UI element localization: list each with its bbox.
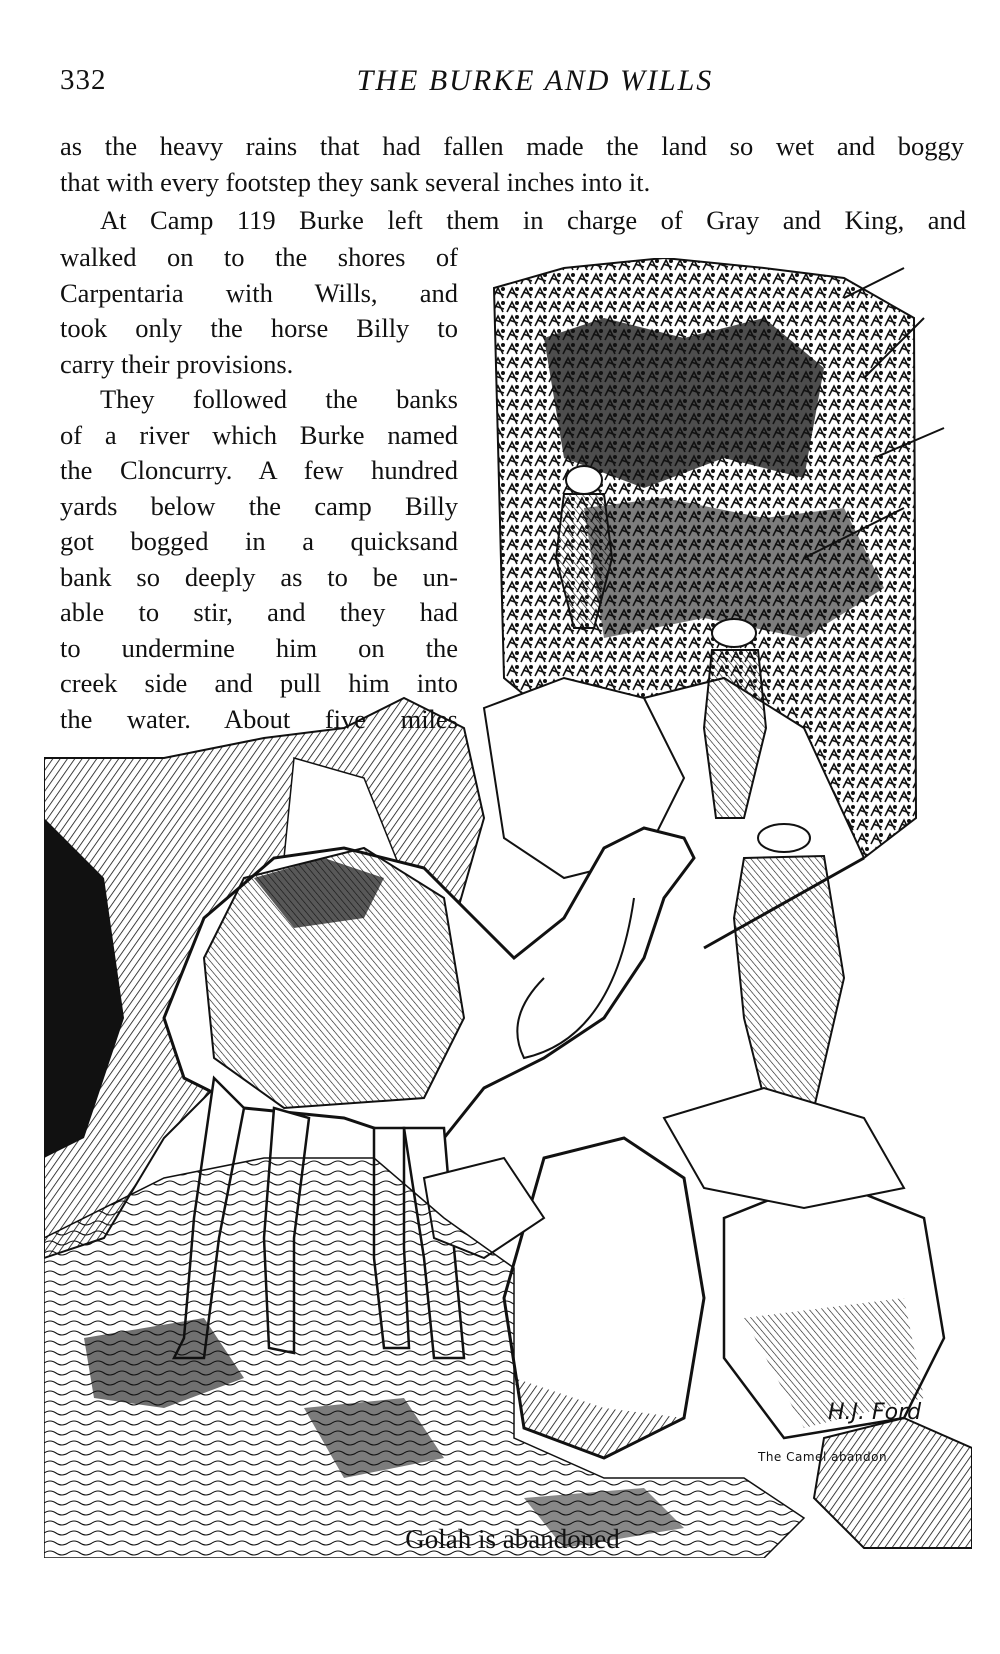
- column-line: bank so deeply as to be un-: [60, 561, 458, 592]
- body-line-3: At Camp 119 Burke left them in charge of Gray and King, and: [100, 205, 966, 235]
- column-line: carry their provisions.: [60, 348, 294, 379]
- body-line-2: that with every footstep they sank several inches into it.: [60, 167, 651, 197]
- column-line: walked on to the shores of: [60, 242, 458, 272]
- column-line: They followed the banks: [100, 384, 458, 414]
- column-line: to undermine him on the: [60, 632, 458, 663]
- column-line: of a river which Burke named: [60, 419, 458, 450]
- column-line: yards below the camp Billy: [60, 490, 458, 521]
- column-line: Carpentaria with Wills, and: [60, 277, 458, 308]
- page-number: 332: [60, 64, 107, 96]
- column-line: the water. About five miles: [60, 703, 458, 734]
- illustration-note: The Camel abandon: [758, 1450, 888, 1464]
- column-line: creek side and pull him into: [60, 668, 458, 698]
- column-line: got bogged in a quicksand: [60, 526, 458, 556]
- camel-illustration: [44, 258, 972, 1558]
- artist-signature: H.J. Ford: [828, 1400, 922, 1425]
- column-line: took only the horse Billy to: [60, 313, 458, 343]
- column-line: able to stir, and they had: [60, 597, 458, 627]
- body-line-1: as the heavy rains that had fallen made the land so wet and boggy: [60, 131, 964, 161]
- column-line: the Cloncurry. A few hundred: [60, 455, 458, 485]
- figure-caption: Golah is abandoned: [405, 1524, 620, 1554]
- running-title: THE BURKE AND WILLS: [356, 64, 714, 97]
